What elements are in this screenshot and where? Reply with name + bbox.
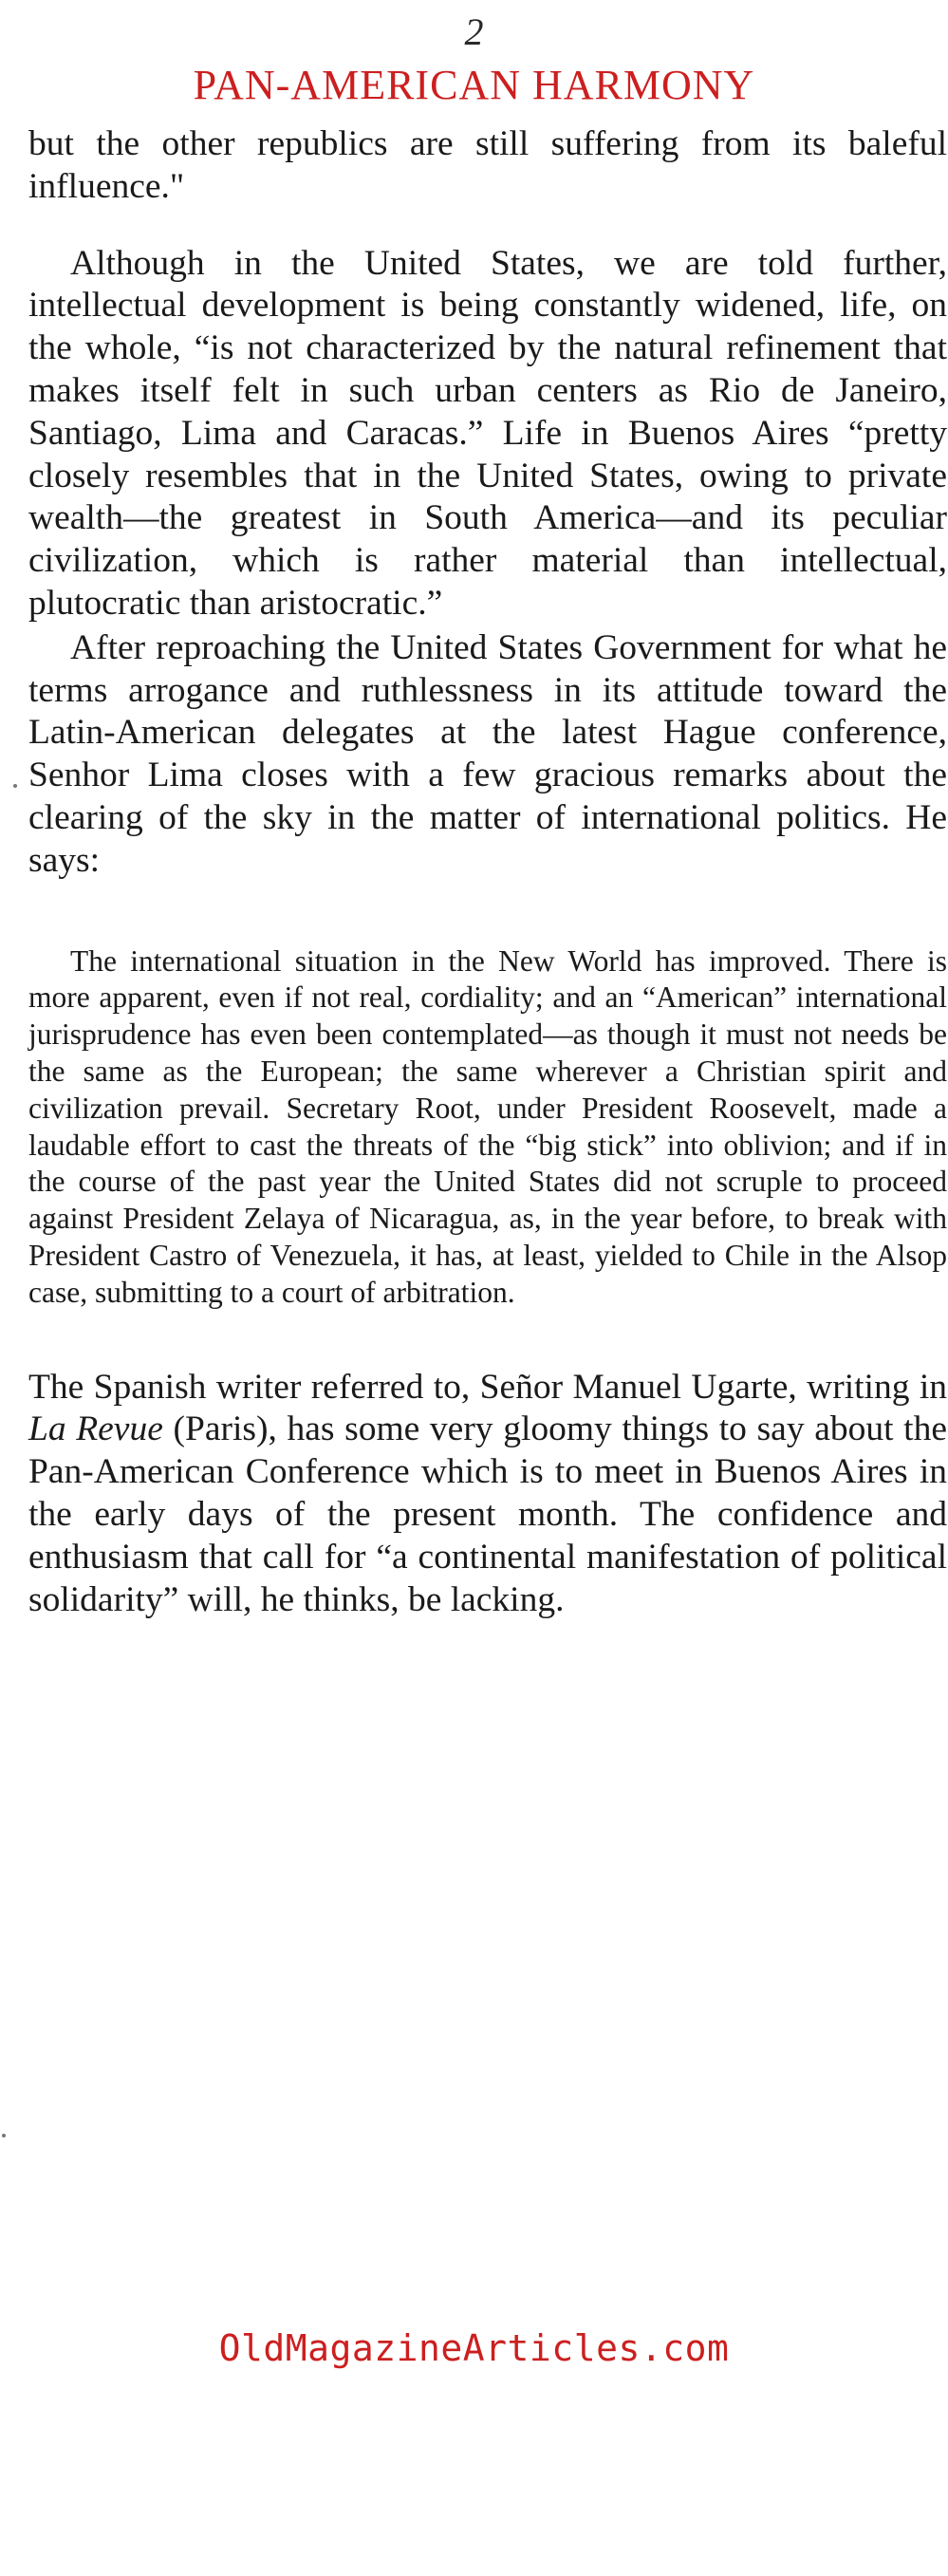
paragraph-ugarte xyxy=(28,1367,947,1622)
paragraph-united-states-life: Although in the United States, we are told further, intellectual development is being constantly widened, life, on the whole, “is not characterized by the natural refinement that makes itself felt in such urban centers as Rio de Janeiro, Santiago, Lima and Caracas.” Life in Buenos Aires “pretty closely resembles that in the United States, owing to private wealth—the greatest in South America—and its peculiar civilization, which is rather material than intellectual, plutocratic than aristocratic.” xyxy=(28,243,947,623)
block-quote-lima: The international situation in the New World has improved. There is more apparent, even if not real, cordiality; and an “American” international jurisprudence has even been contemplated—as though it must not needs be the same as the European; the same wherever a Christian spirit and civilization prevail. Secretary Root, under President Roosevelt, made a laudable effort to cast the threats of the “big stick” into oblivion; and if in the course of the past year the United States did not scruple to proceed against President Zelaya of Nicaragua, as, in the year before, to break with President Castro of Venezuela, it has, at least, yielded to Chile in the Alsop case, submitting to a court of arbitration. xyxy=(28,943,947,1309)
margin-speck xyxy=(13,784,17,788)
margin-speck xyxy=(2,2134,6,2137)
publication-title: La Revue xyxy=(28,1409,163,1449)
paragraph-hague-conference: After reproaching the United States Government for what he terms arrogance and ruthlessness in its attitude toward the Latin-American delegates at the latest Hague conference, Senhor Lima closes with a few gracious remarks about the clearing of the sky in the matter of international politics. He says: xyxy=(28,627,947,880)
article-column xyxy=(28,123,947,1621)
paragraph-continued: but the other republics are still suffering from its baleful influence." xyxy=(28,124,947,206)
ugarte-text-start: The Spanish writer referred to, Señor Manuel Ugarte, writing in xyxy=(28,1367,947,1407)
ugarte-text-end: (Paris), has some very gloomy things to say about the Pan-American Conference which is to meet in Buenos Aires in the early days of the present month. The confidence and enthusiasm that call for “a continental manifestation of political solidarity” will, he thinks, be lacking. xyxy=(28,1409,947,1619)
footer-site-link[interactable]: OldMagazineArticles.com xyxy=(218,2327,730,2369)
page-number: 2 xyxy=(464,10,484,53)
running-title: PAN-AMERICAN HARMONY xyxy=(193,62,755,108)
